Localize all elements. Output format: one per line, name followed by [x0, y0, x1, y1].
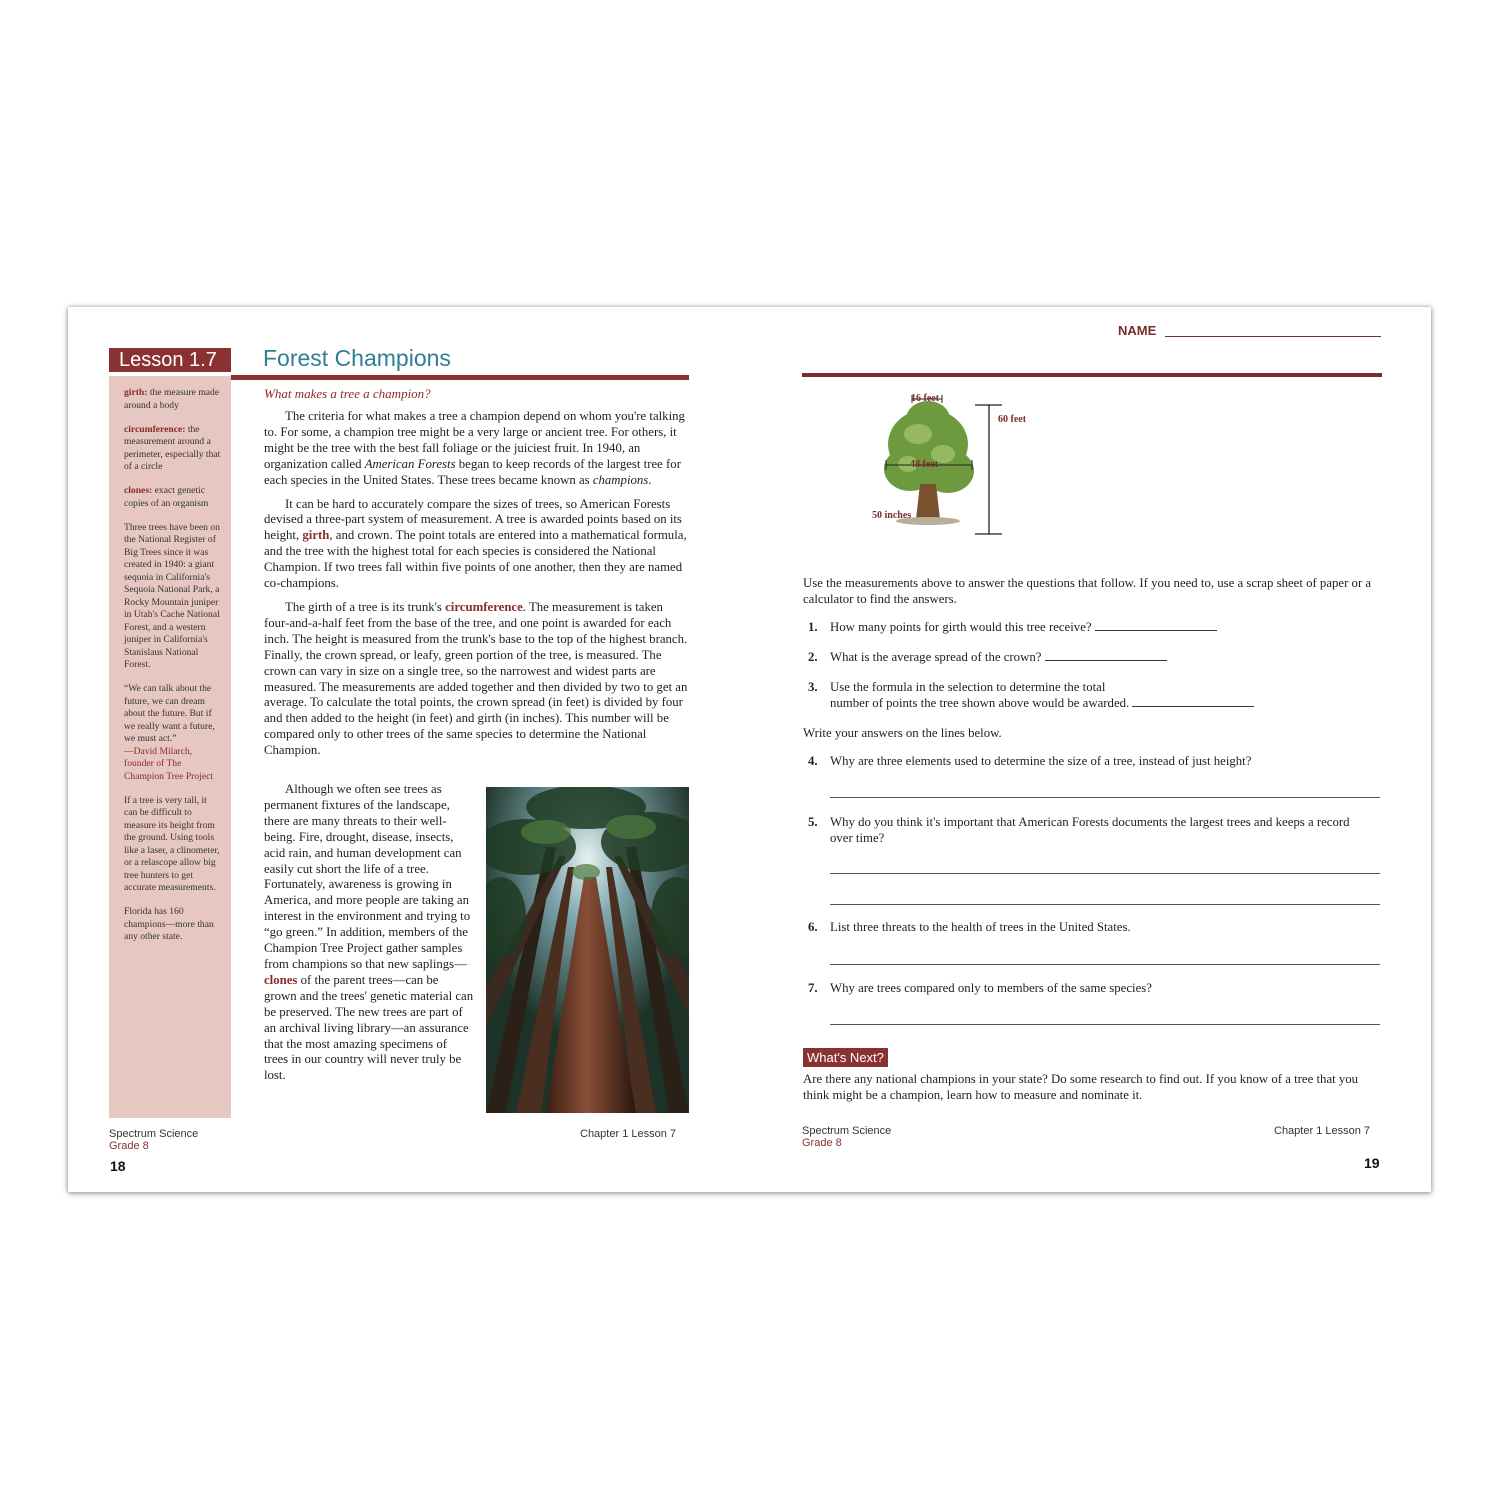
write-prompt: Write your answers on the lines below.	[803, 726, 1002, 740]
footer-chapter: Chapter 1 Lesson 7	[580, 1128, 677, 1140]
vocab-girth: girth: the measure made around a body	[124, 387, 220, 411]
sidebar-fact: If a tree is very tall, it can be difficult to measure its height from the ground. Using tools like a laser, a clinometer, or a relascope allow big tree hunters to get accurate measurements.	[124, 794, 220, 893]
crown-wide-label: 48 feet	[910, 459, 939, 470]
answer-line-4[interactable]	[830, 797, 1380, 798]
whats-next-label: What's Next?	[803, 1048, 888, 1067]
footer-grade: Grade 8	[109, 1140, 149, 1152]
questions-intro: Use the measurements above to answer the questions that follow. If you need to, use a scrap sheet of paper or a calculator to find the answers.	[803, 576, 1372, 606]
sidebar-fact: Florida has 160 champions—more than any other state.	[124, 906, 214, 942]
lesson-label: Lesson 1.7	[109, 348, 231, 372]
question-6: 6. List three threats to the health of trees in the United States.	[808, 920, 1131, 934]
article-body	[264, 409, 688, 767]
footer-grade: Grade 8	[802, 1137, 842, 1149]
question-7: 7. Why are trees compared only to members of the same species?	[808, 981, 1152, 995]
vocab-clones: clones: exact genetic copies of an organism	[124, 485, 209, 509]
title-rule	[231, 375, 689, 380]
answer-line-5a[interactable]	[830, 873, 1380, 874]
lesson-title: Forest Champions	[263, 345, 451, 371]
answer-line-7[interactable]	[830, 1024, 1380, 1025]
paragraph: It can be hard to accurately compare the sizes of trees, so American Forests devised a three-part system of measurement. A tree is awarded points based on its height, girth, and crown. The point totals are entered into a mathematical formula, and the tree with the highest total for each species is considered the National Champion. If two trees fall within five points of one another, then they are named co-champions.	[264, 496, 687, 591]
paragraph: Although we often see trees as permanent fixtures of the landscape, there are many threats to their well-being. Fire, drought, disease, insects, acid rain, and human development can easily cut short the life of a tree. Fortunately, awareness is growing in America, and more people are taking an interest in the environment and trying to “go green.” In addition, members of the Champion Tree Project gather samples from champions so that new saplings—clones of the parent trees—can be grown and the trees' genetic material can be preserved. The new trees are part of an archival living library—an assurance that the most amazing specimens of trees in our country will never truly be lost.	[264, 782, 474, 1083]
redwood-photo-graphic	[486, 787, 689, 1113]
footer-left	[109, 1128, 198, 1152]
name-label: NAME	[1118, 323, 1157, 338]
answer-blank-2[interactable]	[1045, 650, 1167, 661]
footer-book-title: Spectrum Science	[109, 1128, 199, 1140]
sidebar-notes	[124, 387, 222, 955]
footer-book-title: Spectrum Science	[802, 1125, 892, 1137]
quote-attribution: —David Milarch, founder of The Champion Tree Project	[124, 745, 214, 782]
question-2: 2. What is the average spread of the crown?	[808, 650, 1368, 666]
vocab-circumference: circumference: the measurement around a perimeter, especially that of a circle	[124, 423, 221, 472]
answer-line-5b[interactable]	[830, 904, 1380, 905]
page-number: 18	[110, 1158, 126, 1174]
section-subhead: What makes a tree a champion?	[264, 386, 431, 401]
answer-blank-3[interactable]	[1132, 696, 1254, 707]
question-4: 4. Why are three elements used to determine the size of a tree, instead of just height?	[808, 754, 1252, 768]
redwood-photo	[486, 787, 689, 1113]
book-spread	[68, 307, 1431, 1192]
header-rule	[802, 373, 1382, 377]
paragraph: The criteria for what makes a tree a champion depend on whom you're talking to. For some, a champion tree might be a very large or ancient tree. For others, it might be the tree with the best fall foliage or the juiciest fruit. In 1940, an organization called American Forests began to keep records of the largest tree for each species in the United States. These trees became known as champions.	[264, 409, 685, 487]
page-number: 19	[1364, 1155, 1380, 1171]
answer-blank-1[interactable]	[1095, 620, 1217, 631]
footer-chapter: Chapter 1 Lesson 7	[1274, 1125, 1371, 1137]
article-body-wrap	[264, 782, 474, 1092]
question-1: 1. How many points for girth would this tree receive?	[808, 620, 1368, 636]
height-label: 60 feet	[998, 414, 1027, 425]
question-5: 5. Why do you think it's important that American Forests documents the largest trees and keeps a record over time?	[808, 815, 1350, 845]
whats-next-text: Are there any national champions in your state? Do some research to find out. If you know of a tree that you think might be a champion, learn how to measure and nominate it.	[803, 1072, 1359, 1102]
sidebar-quote: “We can talk about the future, we can dream about the future. But if we really want a future, we must act.” —David Milarch, founder of The Champion Tree Project	[124, 683, 215, 782]
answer-line-6[interactable]	[830, 964, 1380, 965]
tree-diagram	[848, 389, 1048, 539]
question-3: 3. Use the formula in the selection to determine the total number of points the tree shown above would be awarded.	[808, 680, 1368, 712]
name-field[interactable]	[1165, 336, 1381, 337]
girth-label: 50 inches	[872, 510, 912, 521]
crown-top-label: 16 feet	[911, 393, 940, 404]
footer-right	[802, 1125, 891, 1149]
paragraph: The girth of a tree is its trunk's circumference. The measurement is taken four-and-a-half feet from the base of the tree, and one point is awarded for each inch. The height is measured from the trunk's base to the top of the highest branch. Finally, the crown spread, or leafy, green portion of the tree, is measured. The crown can vary in size on a single tree, so the narrowest and widest parts are measured. The measurements are added together and then divided by two to get an average. To calculate the total points, the crown spread (in feet) is divided by four and then added to the height (in feet) and girth (in inches). This number will be compared only to other trees of the same species to determine the National Champion.	[264, 599, 688, 758]
sidebar-fact: Three trees have been on the National Register of Big Trees since it was created in 1940: a giant sequoia in California's Sequoia National Park, a Rocky Mountain juniper in Utah's Cache National Forest, and a western juniper in California's Stanislaus National Forest.	[124, 521, 220, 670]
